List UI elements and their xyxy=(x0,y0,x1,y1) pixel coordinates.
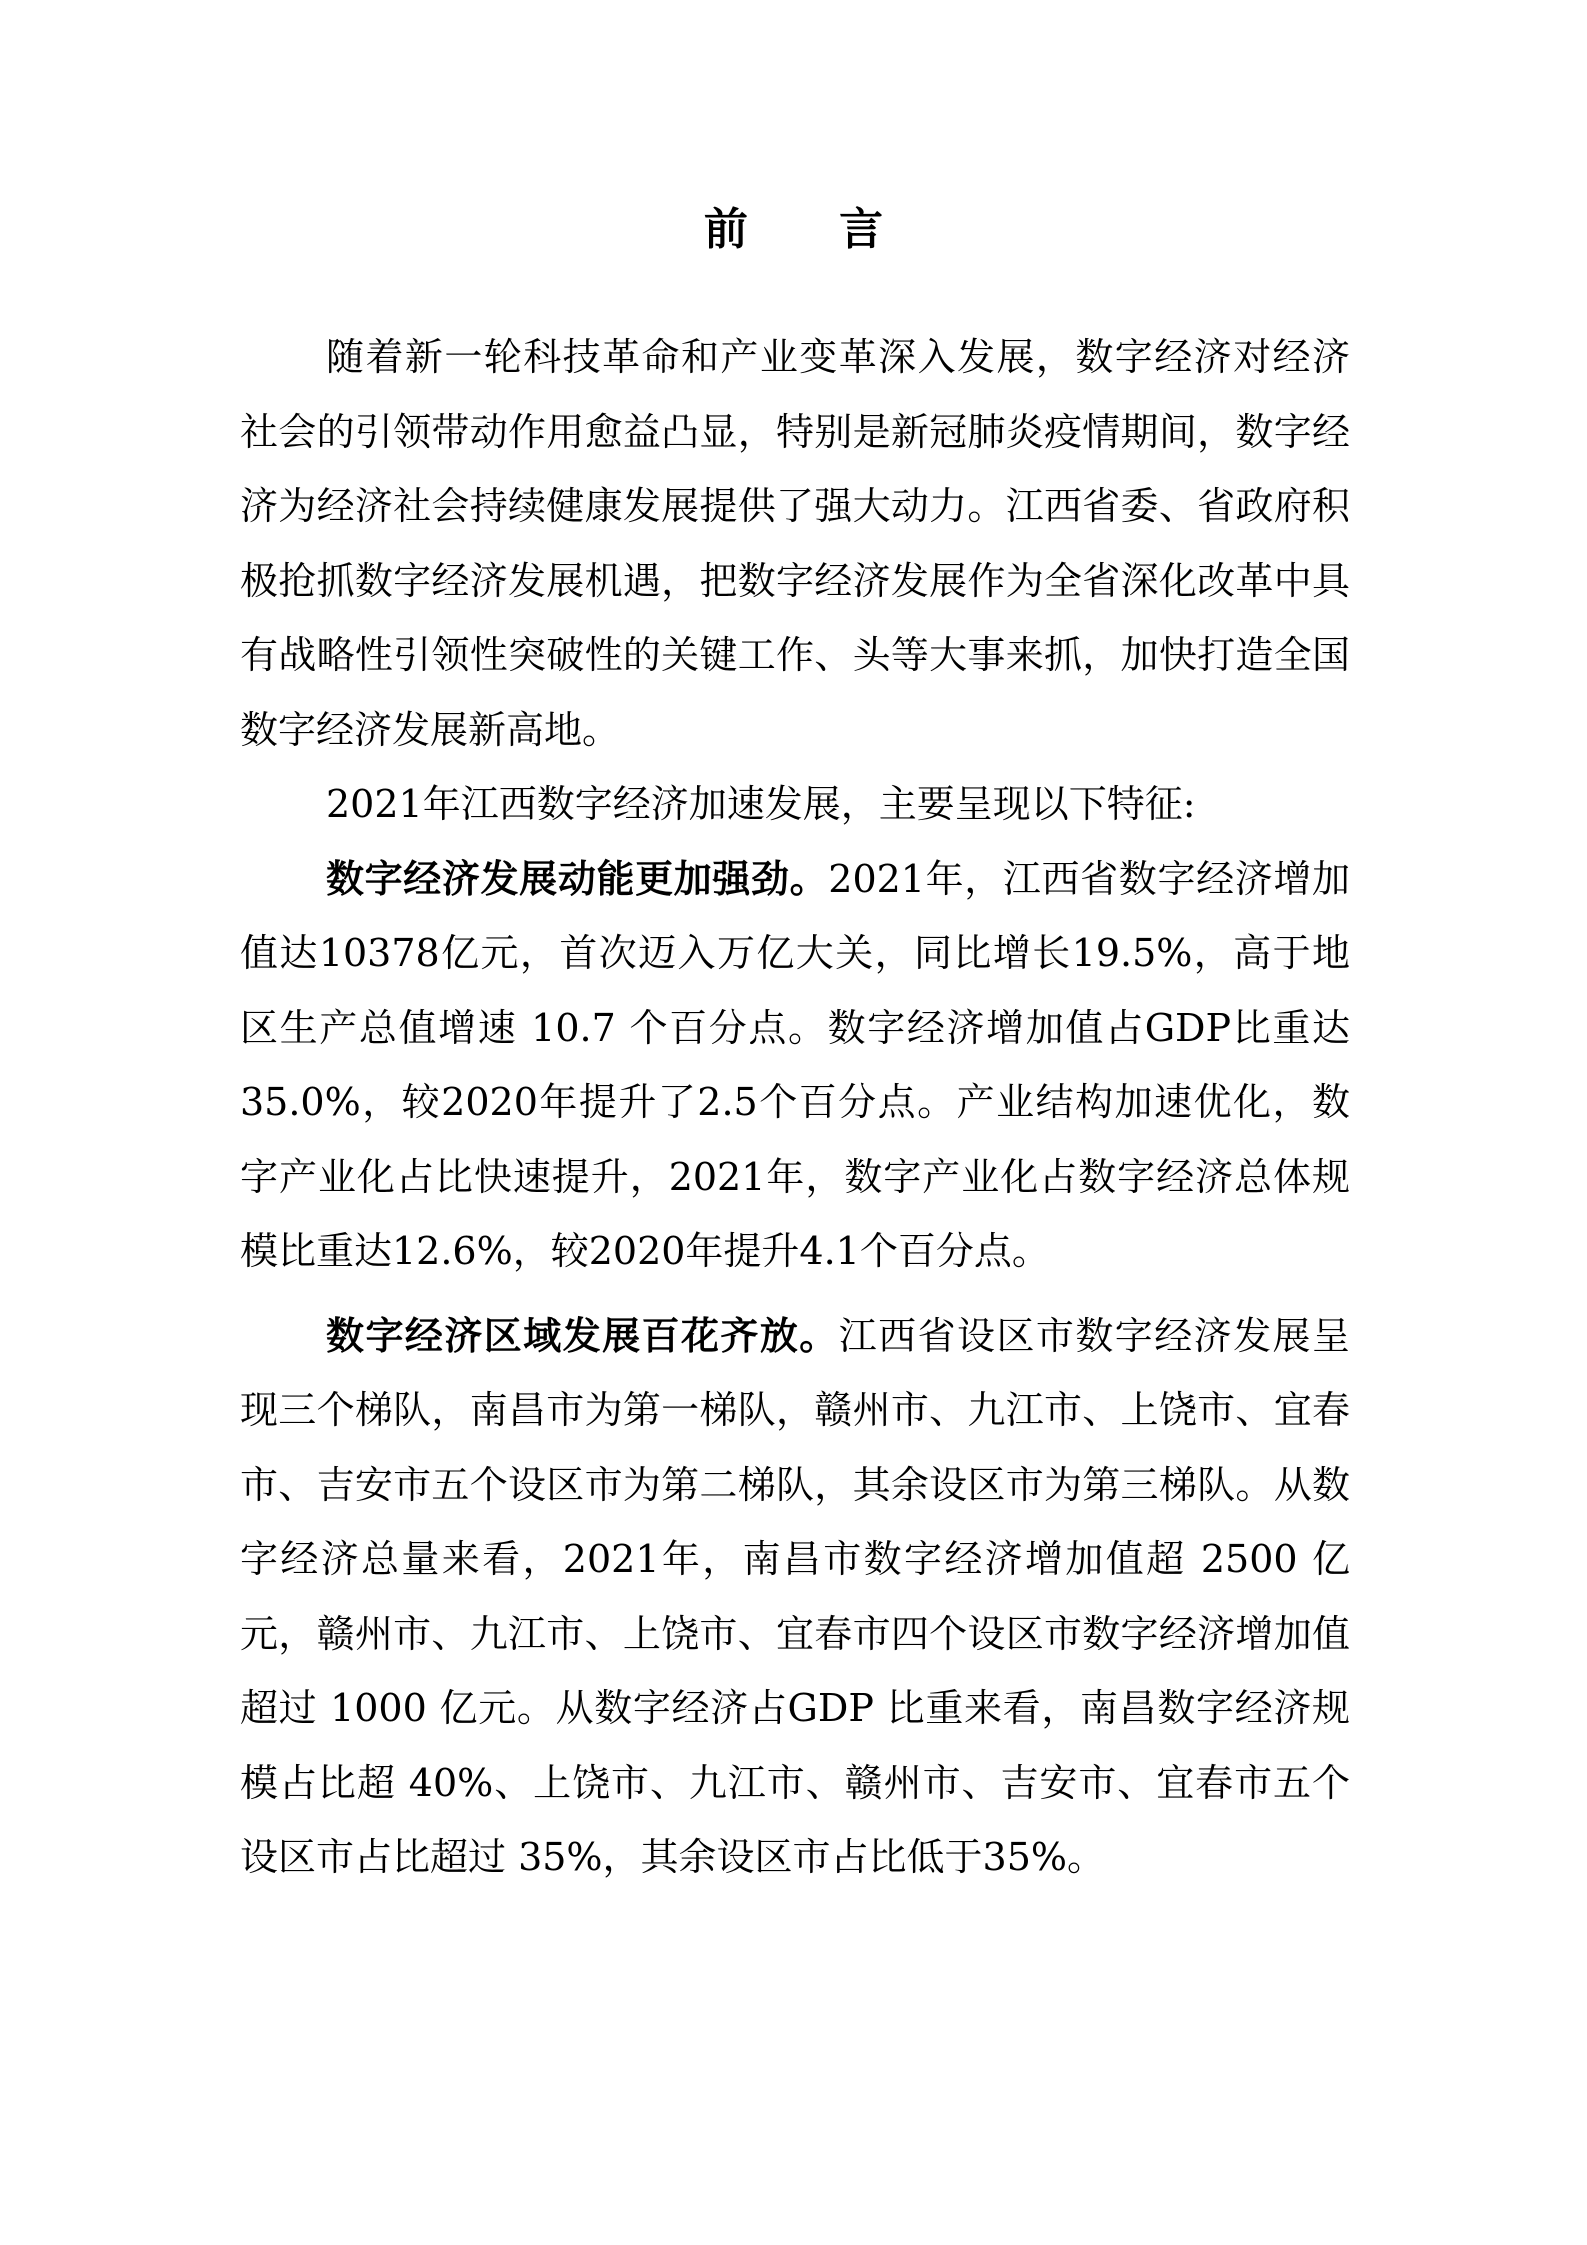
paragraph-momentum xyxy=(240,842,1350,1289)
paragraph-summary xyxy=(240,767,1350,842)
paragraph-regional-text: 江西省设区市数字经济发展呈现三个梯队，南昌市为第一梯队，赣州市、九江市、上饶市、宜春市、吉安市五个设区市为第二梯队，其余设区市为第三梯队。从数字经济总量来看，2021年，南昌市数字经济增加值超 2500 亿元，赣州市、九江市、上饶市、宜春市四个设区市数字经济增加值超过 1000 亿元。从数字经济占GDP 比重来看，南昌数字经济规模占比超 40%、上饶市、九江市、赣州市、吉安市、宜春市五个设区市占比超过 35%，其余设区市占比低于35%。 xyxy=(240,1313,1350,1879)
paragraph-momentum-text: 2021年，江西省数字经济增加值达10378亿元，首次迈入万亿大关，同比增长19.5%，高于地区生产总值增速 10.7 个百分点。数字经济增加值占GDP比重达35.0%，较2020年提升了2.5个百分点。产业结构加速优化，数字产业化占比快速提升，2021年，数字产业化占数字经济总体规模比重达12.6%，较2020年提升4.1个百分点。 xyxy=(240,856,1350,1273)
paragraph-summary-text: 2021年江西数字经济加速发展，主要呈现以下特征: xyxy=(326,782,1196,826)
paragraph-regional xyxy=(240,1299,1350,1895)
document-body xyxy=(240,320,1350,1895)
page-title: 前 言 xyxy=(703,204,922,255)
paragraph-momentum-heading: 数字经济发展动能更加强劲。 xyxy=(326,855,829,901)
paragraph-regional-heading: 数字经济区域发展百花齐放。 xyxy=(326,1312,839,1358)
paragraph-intro-text: 随着新一轮科技革命和产业变革深入发展，数字经济对经济社会的引领带动作用愈益凸显，特别是新冠肺炎疫情期间，数字经济为经济社会持续健康发展提供了强大动力。江西省委、省政府积极抢抓数字经济发展机遇，把数字经济发展作为全省深化改革中具有战略性引领性突破性的关键工作、头等大事来抓，加快打造全国数字经济发展新高地。 xyxy=(240,335,1350,752)
paragraph-intro xyxy=(240,320,1350,767)
